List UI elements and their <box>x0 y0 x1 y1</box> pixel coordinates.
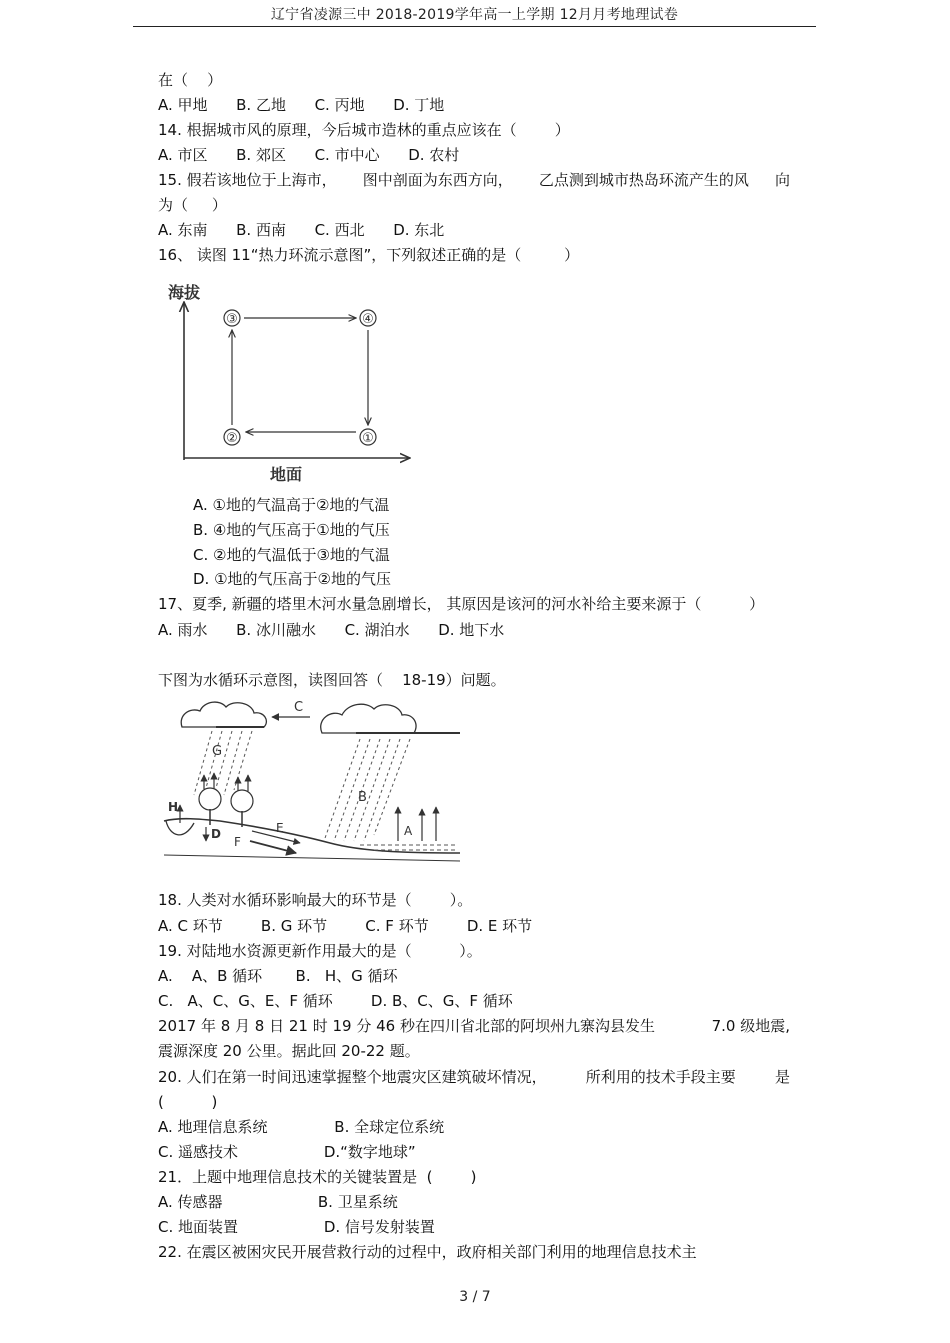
x-axis-label: 地面 <box>270 465 303 484</box>
question-22: 22. 在震区被困灾民开展营救行动的过程中，政府相关部门利用的地理信息技术主 <box>158 1243 697 1261</box>
question-19-options-cd: C. A、C、G、E、F 循环 D. B、C、G、F 循环 <box>158 992 513 1010</box>
left-cloud-icon <box>181 702 266 727</box>
question-15-part-4: 向 <box>774 171 790 189</box>
question-20-part-3: 是 <box>774 1068 790 1086</box>
question-20-options-cd: C. 遥感技术 D.“数字地球” <box>158 1143 416 1161</box>
label-f: F <box>234 835 241 849</box>
question-16-option-a: A. ①地的气温高于②地的气温 <box>193 496 390 514</box>
label-b: B <box>358 790 367 805</box>
point-3-label: ③ <box>226 312 238 327</box>
question-16-option-b: B. ④地的气压高于①地的气压 <box>193 521 390 539</box>
question-14-options: A. 市区 B. 郊区 C. 市中心 D. 农村 <box>158 146 460 164</box>
question-21: 21．上题中地理信息技术的关键装置是 ( ) <box>158 1168 477 1186</box>
lake-icon <box>166 821 194 835</box>
page-number: 3 / 7 <box>459 1289 491 1305</box>
label-c: C <box>294 700 304 715</box>
question-19-options-ab: A. A、B 循环 B. H、G 循环 <box>158 967 398 985</box>
y-axis-label: 海拔 <box>168 283 201 302</box>
right-cloud-icon <box>321 704 416 733</box>
point-1-label: ① <box>362 431 374 446</box>
earthquake-intro-part-2: 7.0 级地震, <box>711 1017 790 1035</box>
point-2-label: ② <box>226 431 238 446</box>
question-19: 19. 对陆地水资源更新作用最大的是（ ）。 <box>158 942 482 960</box>
question-15-part-3: 乙点测到城市热岛环流产生的风 <box>538 171 749 189</box>
question-14: 14. 根据城市风的原理，今后城市造林的重点应该在（ ） <box>158 121 570 139</box>
label-e: E <box>276 821 284 835</box>
question-20-part-1: 20. 人们在第一时间迅速掌握整个地震灾区建筑破坏情况， <box>158 1068 547 1086</box>
earthquake-intro <box>158 1016 790 1036</box>
question-21-options-cd: C. 地面装置 D. 信号发射装置 <box>158 1218 435 1236</box>
question-15-part-2: 图中剖面为东西方向， <box>362 171 513 189</box>
label-h: H <box>168 800 179 814</box>
earthquake-intro-part-1: 2017 年 8 月 8 日 21 时 19 分 46 秒在四川省北部的阿坝州九寨沟县发生 <box>158 1017 655 1035</box>
question-20-tail: ( ) <box>158 1093 218 1111</box>
label-d: D <box>211 827 221 841</box>
arrow-f <box>250 841 296 853</box>
label-a: A <box>404 824 413 838</box>
question-15 <box>158 170 790 190</box>
question-20-part-2: 所利用的技术手段主要 <box>585 1068 736 1086</box>
precipitation-g <box>194 731 252 795</box>
ground-surface <box>164 819 460 853</box>
question-16: 16、 读图 11“热力环流示意图”，下列叙述正确的是（ ） <box>158 246 580 264</box>
ground-bottom <box>164 855 460 861</box>
sea-water <box>360 845 458 850</box>
point-4-label: ④ <box>362 312 374 327</box>
question-13-tail: 在（ ） <box>158 71 223 89</box>
question-18: 18. 人类对水循环影响最大的环节是（ ）。 <box>158 891 473 909</box>
question-20 <box>158 1067 790 1087</box>
page-header: 辽宁省凌源三中 2018-2019学年高一上学期 12月月考地理试卷 <box>133 4 816 27</box>
question-15-tail: 为（ ） <box>158 196 227 214</box>
water-cycle-figure <box>160 695 470 865</box>
question-21-options-ab: A. 传感器 B. 卫星系统 <box>158 1193 398 1211</box>
question-18-options: A. C 环节 B. G 环节 C. F 环节 D. E 环节 <box>158 917 533 935</box>
water-cycle-intro: 下图为水循环示意图，读图回答（ 18-19）问题。 <box>158 671 506 689</box>
label-g: G <box>212 744 223 759</box>
question-15-options: A. 东南 B. 西南 C. 西北 D. 东北 <box>158 221 445 239</box>
earthquake-intro-tail: 震源深度 20 公里。据此回 20-22 题。 <box>158 1042 420 1060</box>
question-20-options-ab: A. 地理信息系统 B. 全球定位系统 <box>158 1118 445 1136</box>
question-16-option-c: C. ②地的气温低于③地的气温 <box>193 546 390 564</box>
thermal-circulation-figure <box>160 280 420 485</box>
question-17: 17、夏季, 新疆的塔里木河水量急剧增长， 其原因是该河的河水补给主要来源于（ ） <box>158 595 765 613</box>
precipitation-b <box>324 739 410 841</box>
question-13-options: A. 甲地 B. 乙地 C. 丙地 D. 丁地 <box>158 96 445 114</box>
question-16-option-d: D. ①地的气压高于②地的气压 <box>193 570 391 588</box>
question-15-part-1: 15. 假若该地位于上海市， <box>158 171 337 189</box>
question-17-options: A. 雨水 B. 冰川融水 C. 湖泊水 D. 地下水 <box>158 621 505 639</box>
